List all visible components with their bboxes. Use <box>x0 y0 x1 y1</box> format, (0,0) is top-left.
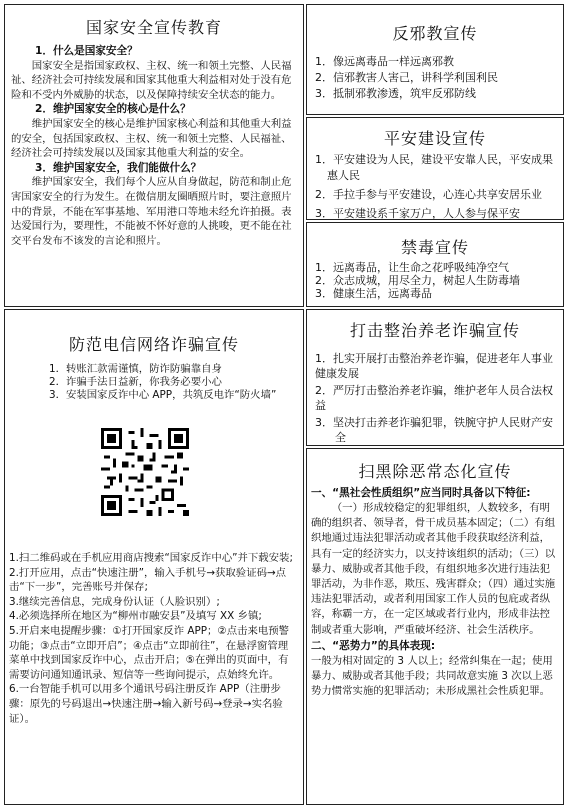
elderly-item-1: 1．扎实开展打击整治养老诈骗，促进老年人事业健康发展 <box>315 352 553 380</box>
anti-cult-panel <box>306 4 564 115</box>
anti-drug-panel <box>306 222 564 307</box>
telecom-step-2: 2.打开应用，点击“快速注册”，输入手机号→获取验证码→点击“下一步”，完善账号并保存; <box>9 566 287 594</box>
elderly-item-2: 2．严厉打击整治养老诈骗，维护老年人员合法权益 <box>315 384 553 412</box>
telecom-fraud-title: 防范电信网络诈骗宣传 <box>68 335 239 354</box>
elderly-fraud-panel <box>306 309 564 446</box>
telecom-step-4: 4.必须选择所在地区为“柳州市融安县”及填写 XX 乡镇; <box>9 610 262 623</box>
anti-cult-item-3: 3．抵制邪教渗透，筑牢反邪防线 <box>315 87 476 100</box>
anti-gang-paragraph-2: 一般为相对固定的 3 人以上；经常纠集在一起；使用暴力、威胁或者其他手段；共同故意实施 3 次以上恶势力惯常实施的犯罪活动；未形成黑社会性质犯罪。 <box>311 654 553 698</box>
anti-gang-panel <box>306 448 564 805</box>
telecom-top-item-2: 2．诈骗手法日益新，你我务必要小心 <box>49 376 222 388</box>
national-security-panel <box>4 4 304 307</box>
answer-2: 维护国家安全的核心是维护国家核心利益和其他重大利益的安全，包括国家政权、主权、统一和领土完整、人民福祉、经济社会可持续发展以及国家其他重大利益的安全。 <box>11 117 292 160</box>
telecom-step-5: 5.开启来电提醒步骤：①打开国家反诈 APP；②点击来电预警功能；③点击“立即开启”；④点击“立即前往”，在悬浮窗管理菜单中找到国家反诈中心，点击开启；⑤在弹出的页面中，有需要访问通知通讯录、短信等一些询问提示，点始终允许。 <box>9 624 290 681</box>
elderly-fraud-title: 打击整治养老诈骗宣传 <box>349 321 520 340</box>
question-3: 3．维护国家安全，我们能做什么？ <box>35 161 202 174</box>
peace-building-title: 平安建设宣传 <box>383 129 486 148</box>
peace-item-3: 3．平安建设系千家万户，人人参与保平安 <box>315 207 520 220</box>
national-security-title: 国家安全宣传教育 <box>85 18 222 37</box>
qr-code-icon[interactable] <box>101 428 189 516</box>
telecom-fraud-panel <box>4 309 304 805</box>
elderly-item-3: 3．坚决打击养老诈骗犯罪，铁腕守护人民财产安全 <box>315 416 553 444</box>
anti-drug-item-3: 3．健康生活，远离毒品 <box>315 287 432 300</box>
telecom-top-item-1: 1．转账汇款需谨慎，防诈防骗靠自身 <box>49 363 222 375</box>
anti-gang-paragraph-1: （一）形成较稳定的犯罪组织，人数较多，有明确的组织者、领导者，骨干成员基本固定；（二）有组织地通过违法犯罪活动或者其他手段获取经济利益，具有一定的经济实力，以支持该组织的活动；（三）以暴力、威胁或者其他手段，有组织地多次进行违法犯罪活动，为非作恶，欺压、残害群众；（四）通过实施违法犯罪活动，或者利用国家工作人员的包庇或者纵容，称霸一方，在一定区域或者行业内，形成非法控制或者重大影响，严重破坏经济、社会生活秩序。 <box>311 502 556 636</box>
anti-cult-item-2: 2．信邪教害人害己，讲科学利国利民 <box>315 71 498 84</box>
question-1: 1．什么是国家安全？ <box>35 45 138 57</box>
anti-cult-title: 反邪教宣传 <box>392 24 478 43</box>
anti-gang-heading-2: 二、“恶势力”的具体表现: <box>311 639 436 652</box>
peace-building-panel <box>306 117 564 220</box>
anti-gang-title: 扫黑除恶常态化宣传 <box>358 462 512 481</box>
answer-3: 维护国家安全，我们每个人应从自身做起，防范和制止危害国家安全的行为发生。在微信朋友圈晒照片时，要注意照片中的背景，不能在军事基地、军用港口等地未经允许拍摄。表达爱国行为，要理性，不能被不怀好意的人挑唆，更不能在社交平台发布不该发的言论和照片。 <box>11 176 292 247</box>
anti-gang-heading-1: 一、“黑社会性质组织”应当同时具备以下特征: <box>311 487 531 499</box>
telecom-step-3: 3.继续完善信息，完成身份认证（人脸识别）; <box>9 595 220 608</box>
anti-drug-item-1: 1．远离毒品，让生命之花呼吸纯净空气 <box>315 261 509 274</box>
telecom-top-item-3: 3．安装国家反诈中心 APP，共筑反电诈“防火墙” <box>49 389 277 401</box>
peace-item-1: 1．平安建设为人民，建设平安靠人民，平安成果惠人民 <box>315 153 553 182</box>
telecom-step-6: 6.一台智能手机可以用多个通讯号码注册反诈 APP（注册步骤：原先的号码退出→快速注册→输入新号码→登录→实名验证）。 <box>9 683 283 725</box>
telecom-step-1: 1.扫二维码或在手机应用商店搜索“国家反诈中心”并下载安装; <box>9 552 293 564</box>
anti-cult-item-1: 1．像远离毒品一样远离邪教 <box>315 55 454 68</box>
question-2: 2．维护国家安全的核心是什么？ <box>35 103 191 116</box>
peace-item-2: 2．手拉手参与平安建设，心连心共享安居乐业 <box>315 188 542 201</box>
anti-drug-title: 禁毒宣传 <box>400 238 469 257</box>
answer-1: 国家安全是指国家政权、主权、统一和领土完整、人民福祉、经济社会可持续发展和国家其他重大利益相对处于没有危险和不受内外威胁的状态，以及保障持续安全状态的能力。 <box>11 59 292 101</box>
anti-drug-item-2: 2．众志成城，用尽全力，树起人生防毒墙 <box>315 274 520 287</box>
